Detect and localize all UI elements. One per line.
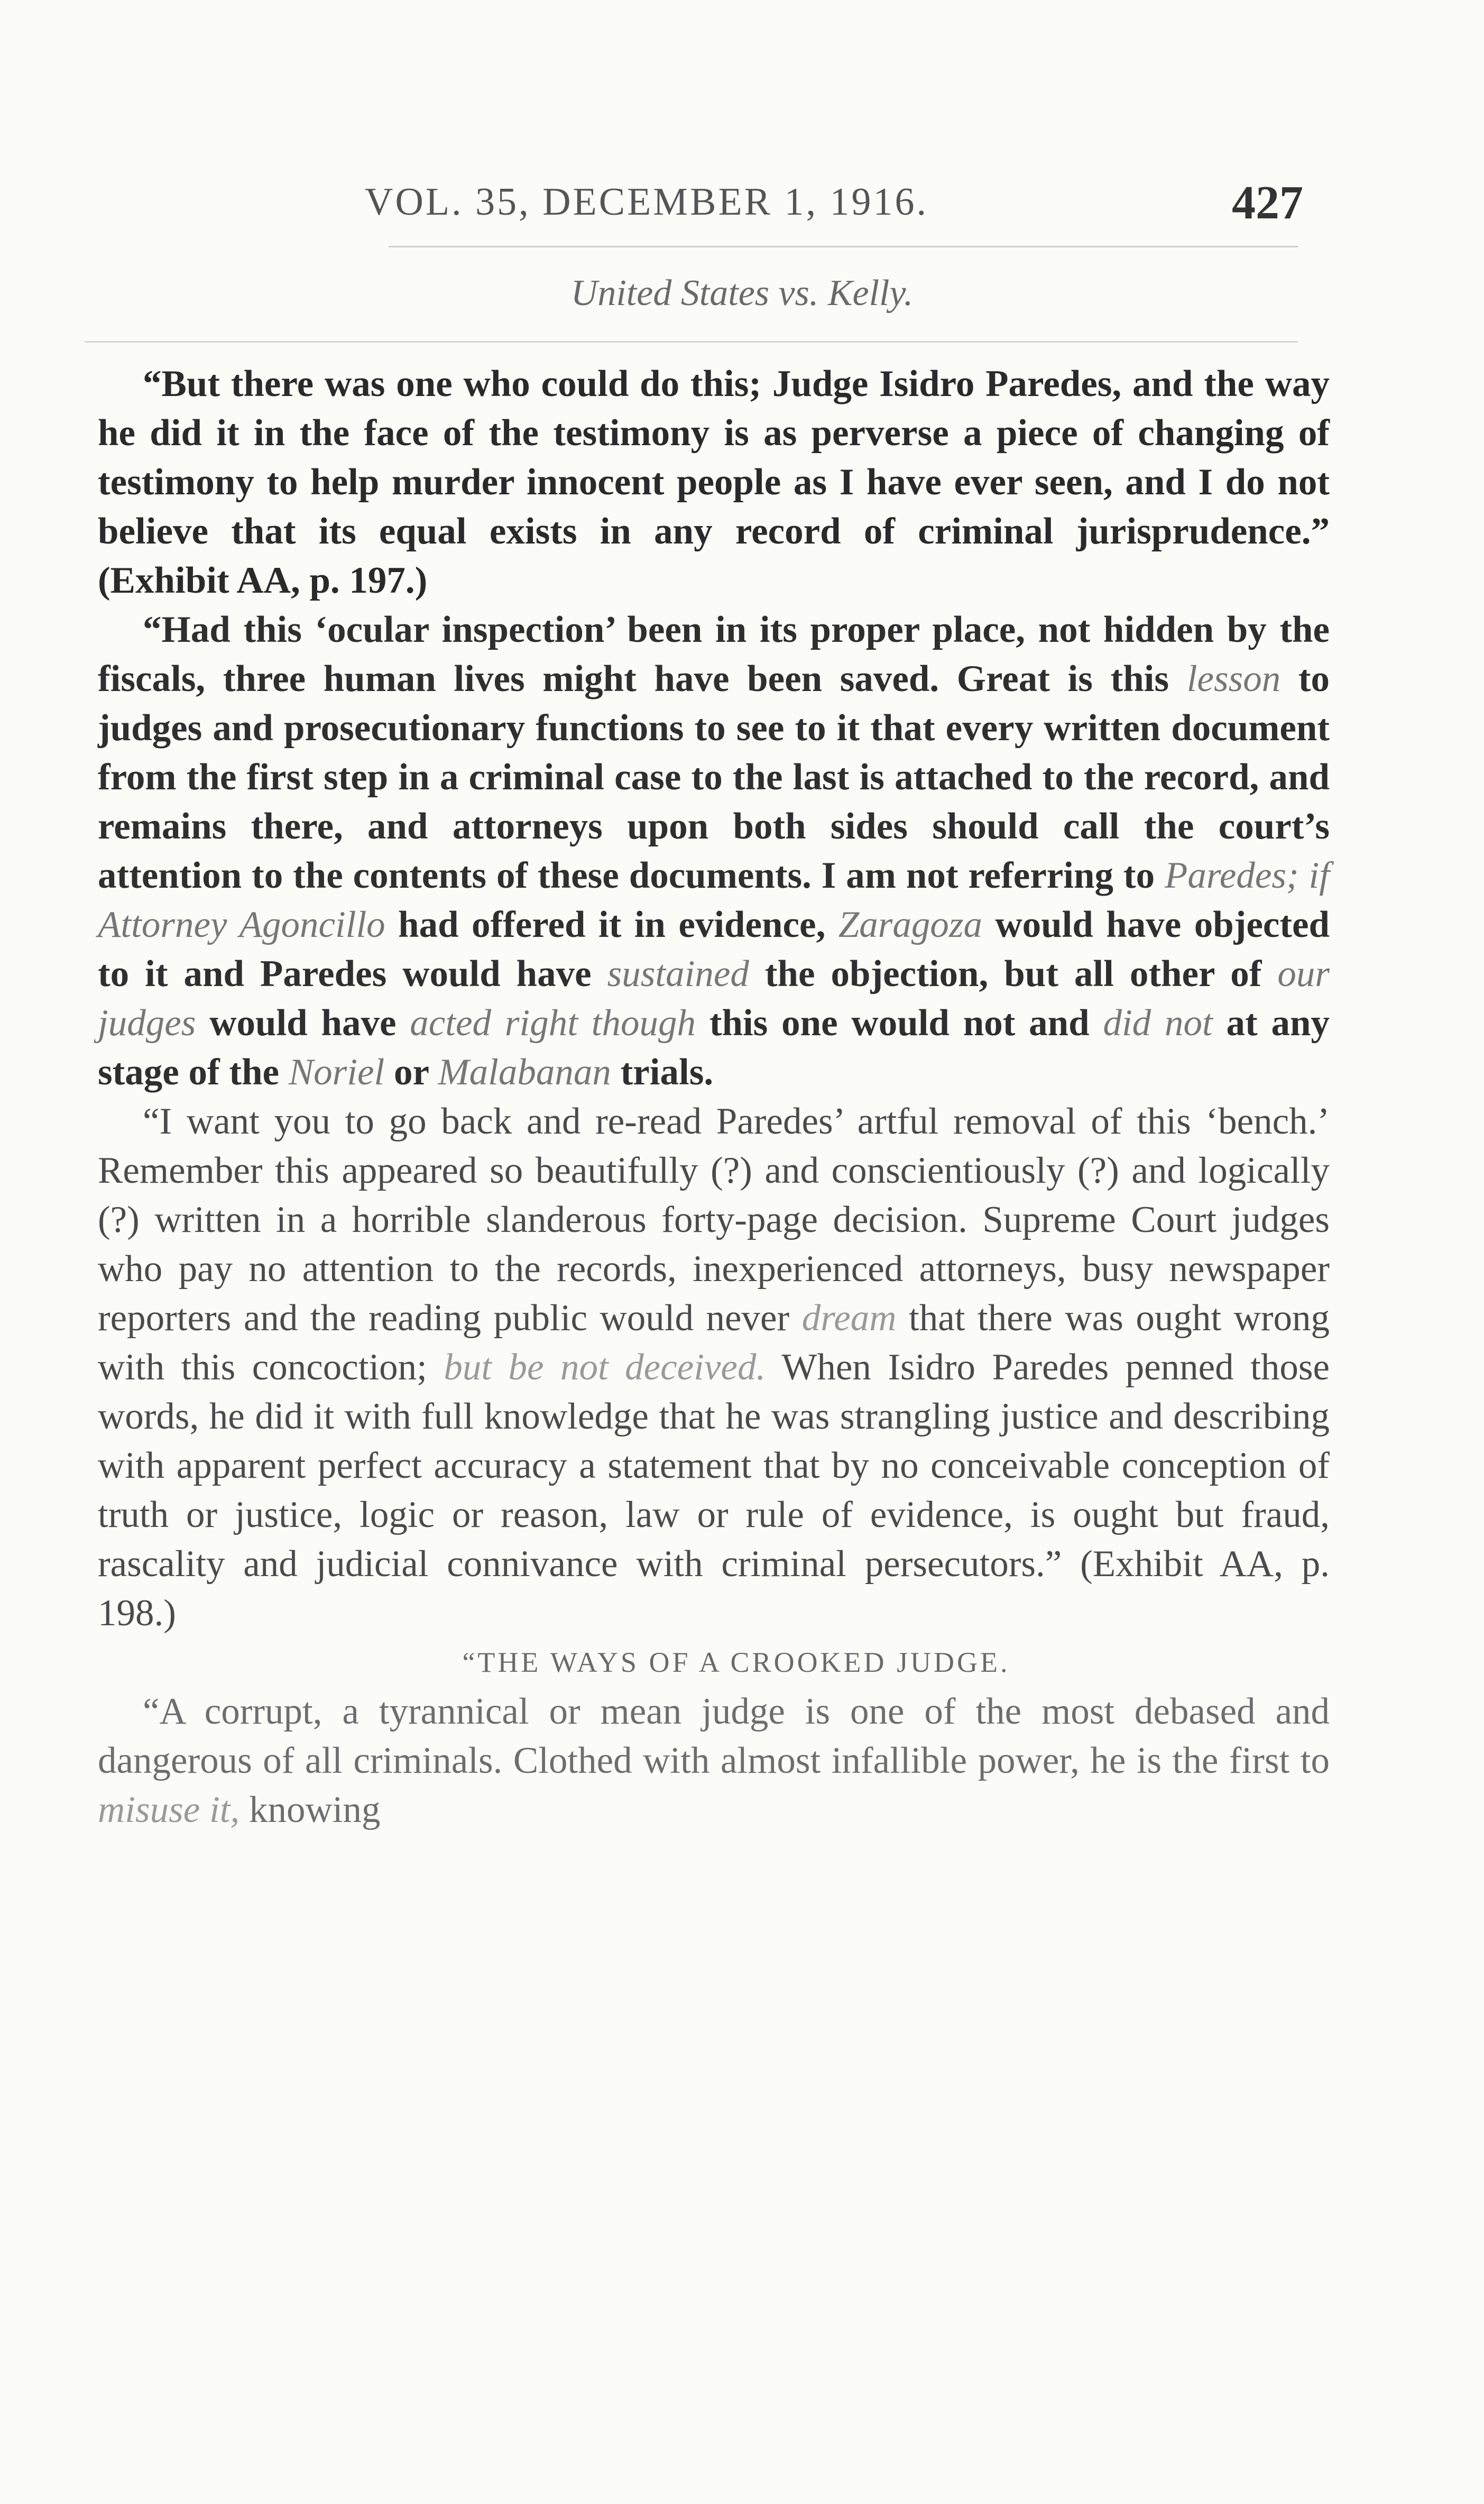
italic-run: Malabanan <box>438 1052 611 1093</box>
italic-run: our judges <box>98 953 1330 1044</box>
italic-run: but be not deceived. <box>444 1347 766 1388</box>
header-rule <box>389 246 1298 247</box>
text-run: When Isidro Paredes penned those words, he did it with full knowledge that he was strangling justice and describing with apparent perfect accuracy a statement that by no conceivable conception of truth or justice, logic or reason, law or rule of evidence, is ought but fraud, rascality and judicial connivance with criminal persecutors.” (Exhibit AA, p. 198.) <box>98 1347 1330 1634</box>
paragraph-1 <box>98 360 1330 605</box>
italic-run: Noriel <box>288 1052 385 1093</box>
text-run: trials. <box>611 1052 714 1093</box>
text-run: or <box>384 1052 438 1093</box>
italic-run: Zaragoza <box>838 904 982 945</box>
section-heading: “THE WAYS OF A CROOKED JUDGE. <box>462 1646 1010 1678</box>
italic-run: sustained <box>607 953 749 995</box>
italic-run: lesson <box>1186 658 1281 699</box>
italic-run: did not <box>1103 1002 1213 1044</box>
text-run: “A corrupt, a tyrannical or mean judge is one of the most debased and dangerous of all criminals. Clothed with almost infallible power, he is the first to <box>98 1691 1330 1781</box>
running-head: VOL. 35, DECEMBER 1, 1916. <box>365 180 928 224</box>
text-run: “I want you to go back and re-read Paredes’ artful removal of this ‘bench.’ Remember this appeared so beautifully (?) and conscientiously (?) and logically (?) written in a horrible slanderous forty-page decision. Supreme Court judges who pay no attention to the records, inexperienced attorneys, busy newspaper reporters and the reading public would never <box>98 1101 1330 1339</box>
text-run: “Had this ‘ocular inspection’ been in its proper place, not hidden by the fiscals, three human lives might have been saved. Great is this <box>98 609 1330 699</box>
paragraph-3 <box>98 1097 1330 1638</box>
case-title: United States vs. Kelly. <box>570 273 914 314</box>
italic-run: dream <box>801 1297 897 1339</box>
text-run: knowing <box>239 1789 381 1830</box>
body-text <box>98 360 1330 1835</box>
text-run: at any stage of the <box>98 1002 1330 1093</box>
paragraph-2 <box>98 605 1330 1097</box>
text-run: that there was ought wrong with this concoction; <box>98 1297 1330 1388</box>
text-run: had offered it in evidence, <box>385 904 838 945</box>
text-run: to judges and prosecutionary functions to see to it that every written document from the first step in a criminal case to the last is attached to the record, and remains there, and attorneys upon both sides should call the court’s attention to the contents of these documents. I am not referring to <box>98 658 1330 896</box>
paragraph-4 <box>98 1687 1330 1835</box>
page-header <box>365 177 1303 238</box>
italic-run: Paredes; if Attorney Agoncillo <box>98 855 1330 945</box>
text-run: would have <box>196 1002 410 1044</box>
italic-run: misuse it, <box>98 1789 240 1830</box>
text-run: would have objected to it and Paredes would have <box>98 904 1330 995</box>
italic-run: acted right though <box>410 1002 696 1044</box>
paragraph-1-text: “But there was one who could do this; Judge Isidro Paredes, and the way he did it in the face of the testimony is as perverse a piece of changing of testimony to help murder innocent people as I have ever seen, and I do not believe that its equal exists in any record of criminal jurisprudence.” (Exhibit AA, p. 197.) <box>98 363 1330 601</box>
page-number: 427 <box>1232 177 1303 229</box>
text-run: the objection, but all other of <box>749 953 1278 995</box>
title-rule <box>85 341 1298 343</box>
text-run: this one would not and <box>696 1002 1103 1044</box>
